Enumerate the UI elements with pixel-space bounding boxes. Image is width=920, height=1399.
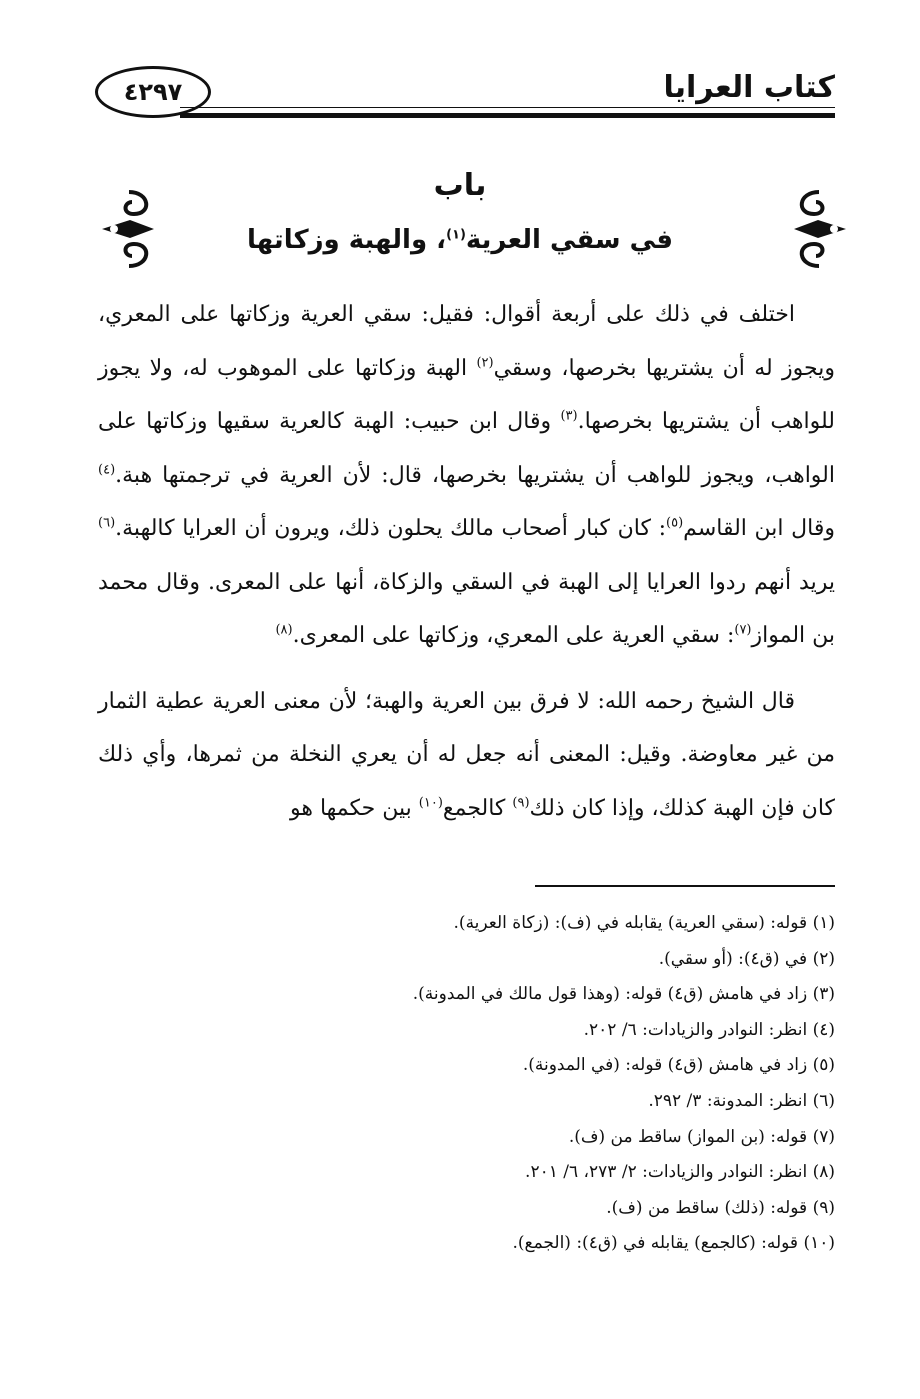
- text-run: قال الشيخ رحمه الله: لا فرق بين العرية والهبة؛ لأن معنى العرية عطية الثمار من غير معاوضة. وقيل: المعنى أنه جعل له أن يعري النخلة من ثمرها، وأي ذلك كان فإن الهبة كذلك، وإذا كان ذلك: [98, 688, 835, 821]
- text-run: الهبة وزكاتها على الموهوب له، ولا يجوز للواهب أن يشتريها بخرصها.: [98, 355, 835, 434]
- text-run: يريد أنهم ردوا العرايا إلى الهبة في السقي والزكاة، أنها على المعرى. وقال محمد بن المواز: [98, 569, 835, 648]
- footnote-ref: (٤): [98, 462, 116, 478]
- text-run: بين حكمها هو: [289, 795, 419, 821]
- footnote-ref: (١): [446, 227, 466, 243]
- text-run: : كان كبار أصحاب مالك يحلون ذلك، ويرون أن العرايا كالهبة.: [115, 516, 667, 541]
- footnote-item: (٩) قوله: (ذلك) ساقط من (ف).: [606, 1197, 835, 1218]
- page-number-badge: ٤٢٩٧: [95, 66, 211, 118]
- header-rule-thin: [180, 107, 835, 108]
- footnote-ref: (٩): [512, 795, 530, 811]
- footnote-item: (٦) انظر: المدونة: ٣/ ٢٩٢.: [648, 1090, 835, 1111]
- body-text: [98, 288, 835, 835]
- footnote-item: (٥) زاد في هامش (ق٤) قوله: (في المدونة).: [522, 1055, 835, 1076]
- footnote-item: (٢) في (ق٤): (أو سقي).: [658, 948, 835, 969]
- text-run: وقال ابن القاسم: [683, 516, 835, 541]
- footnotes: [98, 906, 835, 1262]
- footnote-ref: (٣): [560, 408, 578, 424]
- chapter-label: باب: [433, 168, 487, 203]
- text-run: وقال ابن حبيب: الهبة كالعرية سقيها وزكاتها على الواهب، ويجوز للواهب أن يشتريها بخرصها، قال: لأن العرية في ترجمتها هبة.: [98, 409, 835, 488]
- footnote-item: (١) قوله: (سقي العرية) يقابله في (ف): (زكاة العرية).: [453, 913, 835, 933]
- footnote-item: (٨) انظر: النوادر والزيادات: ٢/ ٢٧٣، ٦/ ٢٠١.: [525, 1162, 835, 1183]
- footnote-item: (١٠) قوله: (كالجمع) يقابله في (ق٤): (الجمع).: [512, 1233, 835, 1254]
- chapter-title: [0, 225, 920, 255]
- running-header-title: كتاب العرايا: [663, 70, 835, 105]
- footnote-separator: [535, 885, 835, 887]
- footnote-ref: (١٠): [418, 795, 443, 811]
- paragraph: [98, 675, 835, 836]
- footnote-item: (٤) انظر: النوادر والزيادات: ٦/ ٢٠٢.: [583, 1019, 835, 1040]
- text-run: كالجمع: [442, 795, 513, 821]
- footnote-item: (٧) قوله: (بن المواز) ساقط من (ف).: [568, 1126, 835, 1147]
- footnote-ref: (٥): [666, 515, 684, 531]
- text-run: : سقي العرية على المعري، وزكاتها على المعرى.: [292, 623, 735, 648]
- text-run: اختلف في ذلك على أربعة أقوال: فقيل: سقي العرية وزكاتها على المعري، ويجوز له أن يشتريها بخرصها، وسقي: [98, 302, 835, 381]
- footnote-item: (٣) زاد في هامش (ق٤) قوله: (وهذا قول مالك في المدونة).: [412, 984, 835, 1005]
- footnote-ref: (٢): [476, 355, 494, 371]
- header-rule: [180, 113, 835, 118]
- chapter-title-suffix: ، والهبة وزكاتها: [247, 225, 447, 255]
- chapter-title-prefix: في سقي العرية: [465, 225, 673, 255]
- paragraph: [98, 288, 835, 663]
- footnote-ref: (٨): [275, 622, 293, 638]
- footnote-ref: (٦): [98, 515, 116, 531]
- footnote-ref: (٧): [734, 622, 752, 638]
